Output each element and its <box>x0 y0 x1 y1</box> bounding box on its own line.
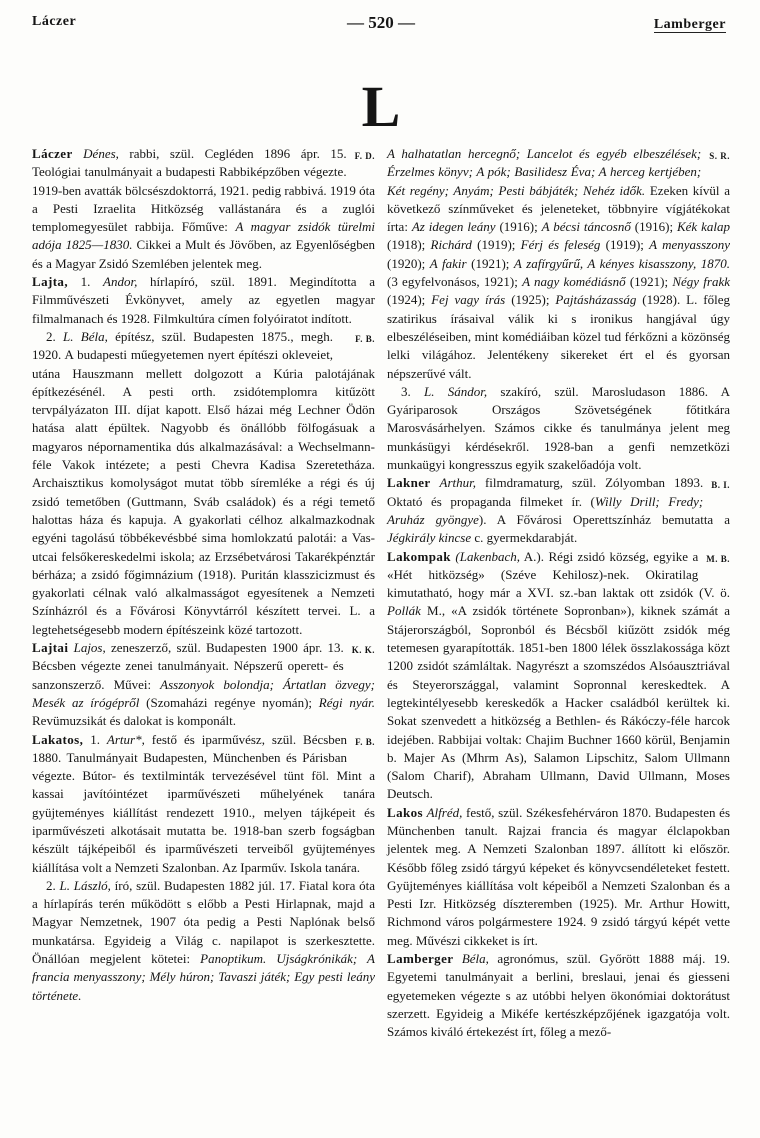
entry-text: agronómus, szül. Győrött 1888 máj. 19. Egyetemi tanulmányait a berlini, breslaui, jenai és giesseni egyetemeken végezte s az utóbbi helyen ökonómiai doktorátust szerzett. Egyideig a Mikéfe kertészképzőjének igazgatója volt. Számos kiváló értekezést írt, főleg a mező- <box>387 951 730 1040</box>
right-column <box>387 145 730 1042</box>
running-header <box>32 12 730 34</box>
entry-text: festő és iparművész, szül. Bécsben 1880. Tanulmányait Budapesten, Münchenben és Párisban végezte. Bútor- és textilminták tervezésével tünt föl. Mint a kassai javítóintézet iparművészeti műhelyének tanára gyüjteményes kiállítást rendezett 1910., melyen tájképeit és iparművészeti alkotásait mutatta be. 1918-ban szerb fogságban készült tájképeiből és iparművészeti terveiből gyüjteményes kiállítása volt a Nemzeti Szalonban. Az Iparműv. Iskola tanára. <box>32 731 375 875</box>
header-first-entry: Láczer <box>32 14 77 29</box>
entry-lajta-1 <box>32 273 375 328</box>
italic-text: (Lakenbach, <box>455 548 521 564</box>
entry-text: (1919); <box>600 237 650 253</box>
author-signature: M. B. <box>706 553 730 564</box>
entry-text: (1928). L. főleg szatirikus írásaival válik ki s ironikus hangjával úgy elbeszéléseiben, mint komédiáiban közel tud férkőzni a közönség lelki világához. Jelentékeny sikereket ért el és gyorsan népszerűvé vált. <box>387 292 730 381</box>
entry-text: filmdramaturg, szül. Zólyomban 1893. Oktató és propaganda filmeket ír. ( <box>387 475 704 509</box>
entry-text: hírlapíró, szül. 1891. Megindította a Filmművészeti Évkönyvet, amely az egyetlen magyar filmalmanach és 1928. Filmkultúra címen folyóiratot indított. <box>32 274 376 326</box>
author-signature: F. B. <box>355 333 375 344</box>
italic-text: A bécsi táncosnő <box>541 219 631 235</box>
entry-lakner <box>387 474 730 547</box>
italic-text: Férj és feleség <box>520 237 601 253</box>
entry-text: (3 egyfelvonásos, 1921); <box>387 274 523 290</box>
italic-text: Régi nyár. <box>318 694 376 710</box>
entry-text: 1. <box>67 274 104 290</box>
italic-text: A magyar zsidók türelmi adója 1825—1830. <box>32 219 375 253</box>
entry-text: (Szomaházi regénye nyomán); <box>139 694 319 710</box>
entry-text <box>73 146 84 161</box>
entry-headword: Lakatos, <box>32 731 84 747</box>
italic-text: Panoptikum. Ujságkrónikák; A francia menyasszony; Mély húron; Tavaszi játék; Egy pesti leány története. <box>32 951 375 1003</box>
entry-text: c. gyermekdarabját. <box>471 530 578 546</box>
italic-text: A fakir <box>429 255 467 271</box>
italic-text: Willy Drill; Fredy; Aruház gyöngye <box>387 493 704 527</box>
entry-text <box>453 951 461 966</box>
author-signature: F. B. <box>355 736 375 747</box>
entry-text: zeneszerző, szül. Budapesten 1900 ápr. 13. Bécsben végezte zenei tanulmányait. Népszerű operett- és sanzonszerző. Művei: <box>32 640 344 692</box>
header-last-entry: Lamberger <box>653 17 726 32</box>
author-signature: S. R. <box>709 151 730 161</box>
italic-text: Béla, <box>461 951 489 967</box>
author-signature: K. K. <box>351 645 375 656</box>
italic-text: Arthur, <box>439 475 476 491</box>
entry-text: Cikkei a Mult és Jövőben, az Egyenlőségben és a Magyar Zsidó Szemlében jelentek meg. <box>32 237 375 271</box>
entry-text: festő, szül. Székesfehérváron 1870. Budapesten és Münchenben tanult. Rajzai francia és magyar élclapokban jelentek meg. A Nemzeti Szalonban 1897. állított ki először. Később főleg zsidó tárgyú képeket és könyvcsendéleteket festett. Gyüjteményes kiállítása volt képeiből a Nemzeti Szalonban és a Pesti Izr. Hitközség díszteremben (1925). Mr. Arthur Howitt, Richmond város polgármestere 1924. 9 zsidó tárgyú képét vette meg. Művészi cikkeket is írt. <box>387 804 731 948</box>
italic-text: Pajtásházasság <box>555 292 637 308</box>
entry-text: 2. <box>46 877 60 893</box>
entry-text: Revümuzsikát és dalokat is komponált. <box>32 713 236 729</box>
entry-text: M., «A zsidók története Sopronban»), kiknek számát a Stájerországból, Sopronból és Bécsből kiűzött zsidók még tetemesen gyarapították. 1851-ben 1800 lélek összlakossága közt 1200 zsidót számláltak. Nagyrészt a szomszédos Alsóausztriával és Steyerországgal, valamint Sopronnal kereskedtek. A legtekintélyesebb kereskedők a Hacker családból kerültek ki. Sokat szenvedett a hitközség a Bethlen- és Rákóczy-féle harcok idejében. Rabbijai voltak: Chajim Buchner 1660 körül, Benjamin b. Majer As (Mhrm As), Salamon Lipschitz, Salom Ullmann (Salom Charif), Abraham Ullmann, David Ullmann, Moses Deutsch. <box>387 603 730 802</box>
entry-lakatos-1 <box>32 731 375 877</box>
entry-text: Ezeken kívül a következő színműveket és jeleneteket, többnyire vígjátékokat írta: <box>387 182 730 235</box>
entry-lajtai <box>32 639 375 730</box>
entry-text: (1921); <box>466 255 514 271</box>
entry-lakos <box>387 804 730 950</box>
italic-text: Dénes, <box>83 146 119 161</box>
italic-text: Fej vagy írás <box>431 292 506 308</box>
text-columns <box>32 145 730 1042</box>
entry-headword: Lajtai <box>32 640 69 656</box>
entry-text: (1920); <box>387 255 430 271</box>
italic-text: A halhatatlan hercegnő; Lancelot és egyéb elbeszélések; Érzelmes könyv; A pók; Basilidesz Éva; A herceg kertjében; Két regény; Anyám; Pesti bábjáték; Nehéz idők. <box>387 146 702 198</box>
entry-text: (1924); <box>387 292 432 308</box>
italic-text: A menyasszony <box>649 237 730 253</box>
section-letter: L <box>361 74 401 139</box>
italic-text: Alfréd, <box>426 804 463 820</box>
entry-text: (1919); <box>471 237 521 253</box>
entry-text: szakíró, szül. Marosludason 1886. A Gyáriparosok Országos Szövetségének főtitkára Marosvásárhelyen. Számos cikke és tanulmánya jelent meg munkásügyi kérdésekről. 1928-ban a genfi nemzetközi munkaügyi kongresszus egyik szakelőadója volt. <box>387 383 730 473</box>
italic-text: Lajos, <box>73 640 106 656</box>
italic-text: A nagy komédiásnő <box>522 274 626 290</box>
italic-text: Richárd <box>430 237 472 253</box>
italic-text: A zafírgyűrű, A kényes kisasszony, 1870. <box>513 255 730 271</box>
italic-text: L. Sándor, <box>424 383 488 399</box>
entry-text: (1916); <box>630 219 677 235</box>
page-number: — 520 — <box>347 13 415 32</box>
entry-text: író, szül. Budapesten 1882 júl. 17. Fiatal kora óta a hírlapírás terén működött s előbb a Pesti Hirlapnak, majd a Magyar Nemzetnek, 1907 óta pedig a Pesti Naplónak belső munkatársa. Egyideig a Világ c. napilapot is szerkesztette. Önállóan megjelent kötetei: <box>32 877 375 967</box>
italic-text: L. László, <box>59 877 111 893</box>
entry-text: (1916); <box>495 219 542 235</box>
entry-text: (1925); <box>505 292 556 308</box>
italic-text: Kék kalap <box>676 219 731 235</box>
entry-headword: Lakner <box>387 475 431 491</box>
entry-text: rabbi, szül. Cegléden 1896 ápr. 15. Teológiai tanulmányait a budapesti Rabbiképzőben végezte. 1919-ben avatták bölcsészdoktorrá, 1921. pedig rabbivá. 1919 óta a Pesti Izraelita Hitközség vallástanára és a zuglói templomegyesület rabbija. Főműve: <box>32 146 375 235</box>
italic-text: Artur*, <box>106 731 145 747</box>
italic-text: Az idegen leány <box>411 219 496 235</box>
entry-laczer <box>32 145 375 273</box>
entry-text: 3. <box>401 383 425 399</box>
left-column <box>32 145 375 1042</box>
entry-text: A.). Régi zsidó község, egyike a «Hét hitközség» (Széve Kehilosz)-nek. Okiratilag kimutatható, hogy már a XVI. sz.-ban laktak ott zsidók (V. ö. <box>387 548 730 601</box>
entry-text: építész, szül. Budapesten 1875., megh. 1920. A budapesti műegyetemen nyert építészi okleveiet, utána Hauszmann mellett dolgozott a Kúria palotájának építkezésénél. A pesti orth. zsidótemplomra kitűzött tervpályázaton III. díjat kapott. Első házai még Lechner Ödön hatása alatt épültek. Nagyobb és önállóbb fölfogásuak a magyaros népornamentika dús alkalmazásával: a Wechselmann-féle Vakok intézete; a pesti Chevra Kadisa Szeretetháza. Archaisztikus komolyságot mutat több síremléke a régi és új zsidó temetőben (Guttmann, Sváb családok) és a régi temető halottas háza és kapuja. A gyakorlati célhoz alkalmazkodnak egyéni tagolású többékevésbbé sima homlokzatú palotái: a Vas-utcai felsőkereskedelmi iskola; az Erzsébetvárosi Takarékpénztár bérháza; a zsidó főgimnázium (1918). Puritán klasszicizmust és gyakorlati célnak való alkalmasságot egyesítenek a Nemzeti Színházról és a Fővárosi Könyvtárról készített tervei. L. a legtehetségesebb modern építészeink közé tartozott. <box>32 328 375 637</box>
entry-lajta-2 <box>32 328 375 639</box>
italic-text: Asszonyok bolondja; Ártatlan özvegy; Mesék az írógépről <box>32 676 376 710</box>
italic-text: Négy frakk <box>672 274 731 290</box>
entry-text <box>431 475 440 490</box>
italic-text: L. Béla, <box>63 328 108 344</box>
italic-text: Pollák <box>387 603 421 619</box>
author-signature: B. I. <box>711 480 730 491</box>
entry-lakatos-2-cont <box>387 145 730 383</box>
entry-headword: Láczer <box>32 146 73 161</box>
entry-lamberger <box>387 950 730 1041</box>
entry-headword: Lakos <box>387 804 423 820</box>
entry-lakompak <box>387 548 730 804</box>
italic-text: Jégkirály kincse <box>387 530 472 546</box>
entry-headword: Lajta, <box>32 274 68 290</box>
entry-lakatos-2 <box>32 877 375 1005</box>
entry-headword: Lakompak <box>387 548 451 564</box>
author-signature: F. D. <box>354 151 375 161</box>
entry-headword: Lamberger <box>387 951 454 967</box>
entry-text: 1. <box>83 731 107 747</box>
entry-text: ). A Fővárosi Operettszínház bemutatta a <box>478 511 730 527</box>
entry-text: (1918); <box>387 237 431 253</box>
entry-lakatos-3 <box>387 383 730 474</box>
entry-text: (1921); <box>625 274 673 290</box>
italic-text: Andor, <box>103 274 138 290</box>
entry-text: 2. <box>46 328 64 344</box>
